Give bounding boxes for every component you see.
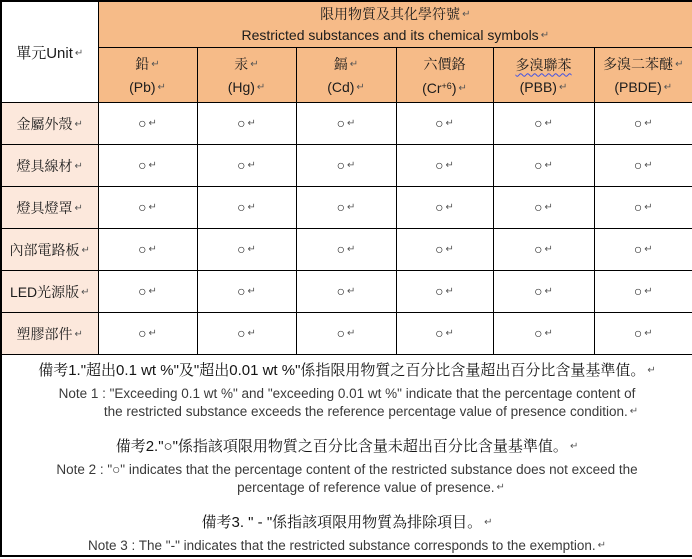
- row-label-internal-circuit-board: [1, 229, 98, 271]
- circle-mark: ○: [435, 240, 444, 257]
- return-mark-icon: ↵: [347, 159, 356, 171]
- substance-symbol-text: (PBB): [519, 78, 557, 95]
- substance-symbol: [595, 76, 692, 99]
- circle-mark: ○: [336, 324, 346, 341]
- return-mark-icon: ↵: [74, 118, 83, 130]
- return-mark-icon: ↵: [247, 201, 256, 213]
- row-label-text: 金屬外殼: [16, 115, 73, 132]
- circle-mark: ○: [138, 282, 147, 299]
- table-cell: [594, 103, 692, 145]
- return-mark-icon: ↵: [247, 327, 256, 339]
- substance-symbol: [397, 75, 493, 100]
- row-label-text: 內部電路板: [9, 241, 80, 258]
- restricted-header-zh-text: 限用物質及其化學符號: [320, 5, 461, 22]
- circle-mark: ○: [336, 240, 346, 257]
- note3-zh-text: 備考3. " - "係指該項限用物質為排除項目。: [201, 514, 483, 531]
- circle-mark: ○: [336, 156, 346, 173]
- circle-mark: ○: [336, 114, 346, 131]
- note3-en-line1-text: Note 3 : The "-" indicates that the restricted substance corresponds to the exemption.: [88, 538, 596, 553]
- substance-name-text: 鎘: [333, 56, 348, 72]
- table-cell: [197, 145, 296, 187]
- return-mark-icon: ↵: [445, 201, 454, 213]
- return-mark-icon: ↵: [629, 406, 639, 417]
- substance-name-text-misspelled: 多溴聯苯: [515, 56, 572, 73]
- substance-name-zh: [297, 53, 396, 76]
- note2-en-line2: [50, 479, 692, 497]
- return-mark-icon: ↵: [256, 82, 266, 93]
- circle-mark: ○: [237, 198, 246, 215]
- circle-mark: ○: [534, 324, 543, 341]
- unit-header-label: 單元Unit: [16, 44, 73, 62]
- note2-en-line2-text: percentage of reference value of presence.: [237, 480, 495, 495]
- substance-symbol-text: (Cr: [422, 79, 442, 96]
- table-cell: [296, 229, 396, 271]
- table-row: [1, 229, 692, 271]
- table-cell: [296, 271, 396, 313]
- note2-zh: [2, 438, 692, 455]
- note2-en-line1: Note 2 : "○" indicates that the percentage content of the restricted substance does not exceed the: [56, 462, 638, 477]
- return-mark-icon: ↵: [458, 82, 467, 94]
- table-cell: [98, 229, 197, 271]
- table-cell: [396, 187, 493, 229]
- circle-mark: ○: [435, 282, 444, 299]
- header-row-merged: [1, 1, 692, 48]
- circle-mark: ○: [138, 198, 147, 215]
- return-mark-icon: ↵: [644, 117, 653, 129]
- return-mark-icon: ↵: [247, 117, 256, 129]
- return-mark-icon: ↵: [544, 201, 553, 213]
- return-mark-icon: ↵: [347, 327, 356, 339]
- return-mark-icon: ↵: [148, 159, 157, 171]
- return-mark-icon: ↵: [644, 327, 653, 339]
- restricted-header-en: [99, 25, 692, 46]
- table-row: [1, 103, 692, 145]
- circle-mark: ○: [633, 240, 643, 257]
- table-cell: [197, 187, 296, 229]
- circle-mark: ○: [633, 156, 643, 173]
- table-cell: [396, 229, 493, 271]
- return-mark-icon: ↵: [484, 517, 493, 528]
- return-mark-icon: ↵: [74, 328, 83, 340]
- return-mark-icon: ↵: [74, 160, 83, 172]
- return-mark-icon: ↵: [148, 327, 157, 339]
- table-cell: [396, 103, 493, 145]
- substance-symbol: [99, 76, 197, 99]
- restricted-substances-header-cell: [98, 1, 692, 48]
- circle-mark: ○: [435, 324, 444, 341]
- note1-zh-text: 備考1."超出0.1 wt %"及"超出0.01 wt %"係指限用物質之百分比含量超出百分比含量基準值。: [38, 362, 646, 379]
- note1-en: [2, 385, 692, 421]
- table-cell: [493, 103, 594, 145]
- return-mark-icon: ↵: [462, 8, 471, 20]
- table-cell: [197, 313, 296, 355]
- circle-mark: ○: [336, 198, 346, 215]
- row-label-lamp-wire: [1, 145, 98, 187]
- table-cell: [98, 271, 197, 313]
- circle-mark: ○: [435, 114, 444, 131]
- substance-name-text: 六價鉻: [423, 55, 466, 72]
- restricted-header-zh: [99, 4, 692, 25]
- column-header-cd: [296, 48, 396, 103]
- substance-symbol: [297, 76, 396, 99]
- table-cell: [396, 145, 493, 187]
- row-label-text: 燈具線材: [16, 157, 73, 174]
- substance-name-zh: [198, 53, 296, 76]
- unit-header-cell: [1, 1, 98, 103]
- return-mark-icon: ↵: [544, 285, 553, 297]
- return-mark-icon: ↵: [81, 286, 90, 298]
- table-row: [1, 145, 692, 187]
- substance-symbol-text: (Cd): [327, 79, 355, 95]
- column-header-cr6: [396, 48, 493, 103]
- circle-mark: ○: [138, 240, 147, 257]
- circle-mark: ○: [534, 156, 543, 173]
- table-row: [1, 271, 692, 313]
- substance-symbol: [494, 76, 594, 99]
- circle-mark: ○: [633, 114, 643, 131]
- note3-en: [2, 537, 692, 555]
- return-mark-icon: ↵: [544, 243, 553, 255]
- circle-mark: ○: [237, 114, 246, 131]
- return-mark-icon: ↵: [544, 117, 553, 129]
- table-cell: [98, 103, 197, 145]
- table-cell: [296, 103, 396, 145]
- return-mark-icon: ↵: [597, 540, 607, 551]
- return-mark-icon: ↵: [558, 81, 568, 93]
- return-mark-icon: ↵: [356, 82, 365, 93]
- return-mark-icon: ↵: [496, 482, 505, 493]
- table-cell: [594, 229, 692, 271]
- circle-mark: ○: [237, 240, 246, 257]
- table-cell: [594, 313, 692, 355]
- column-header-pbde: [594, 48, 692, 103]
- substance-name-zh: [494, 54, 594, 76]
- note1-en-line2: [50, 403, 692, 421]
- substance-name-text: 汞: [234, 56, 249, 72]
- return-mark-icon: ↵: [347, 243, 356, 255]
- table-cell: [396, 271, 493, 313]
- return-mark-icon: ↵: [445, 117, 454, 129]
- table-cell: [493, 187, 594, 229]
- return-mark-icon: ↵: [540, 29, 550, 41]
- note1-en-line1: Note 1 : "Exceeding 0.1 wt %" and "exceeding 0.01 wt %" indicate that the percentage content of: [58, 386, 636, 401]
- superscript-plus6: +6: [441, 80, 452, 91]
- row-label-plastic-parts: [1, 313, 98, 355]
- return-mark-icon: ↵: [644, 159, 653, 171]
- notes-row: [1, 355, 692, 557]
- substance-symbol-text: (Pb): [129, 79, 156, 95]
- return-mark-icon: ↵: [148, 243, 157, 255]
- table-cell: [296, 145, 396, 187]
- circle-mark: ○: [633, 198, 643, 215]
- return-mark-icon: ↵: [74, 202, 83, 214]
- restricted-header-en-text: Restricted substances and its chemical symbols: [241, 26, 539, 43]
- circle-mark: ○: [633, 282, 643, 299]
- table-row: [1, 313, 692, 355]
- table-cell: [594, 187, 692, 229]
- substance-symbol: [198, 76, 296, 99]
- return-mark-icon: ↵: [647, 365, 656, 376]
- table-cell: [296, 313, 396, 355]
- return-mark-icon: ↵: [544, 159, 553, 171]
- column-header-row: [1, 48, 692, 103]
- substance-symbol-text: (PBDE): [614, 79, 662, 95]
- table-cell: [493, 271, 594, 313]
- table-cell: [594, 145, 692, 187]
- column-header-pbb: [493, 48, 594, 103]
- circle-mark: ○: [237, 156, 246, 173]
- table-cell: [493, 229, 594, 271]
- table-cell: [296, 187, 396, 229]
- return-mark-icon: ↵: [148, 285, 157, 297]
- table-cell: [98, 145, 197, 187]
- return-mark-icon: ↵: [148, 201, 157, 213]
- return-mark-icon: ↵: [445, 243, 454, 255]
- circle-mark: ○: [534, 114, 543, 131]
- return-mark-icon: ↵: [81, 244, 90, 256]
- note3-zh: [2, 514, 692, 531]
- table-cell: [594, 271, 692, 313]
- circle-mark: ○: [633, 324, 643, 341]
- circle-mark: ○: [138, 114, 147, 131]
- return-mark-icon: ↵: [247, 243, 256, 255]
- circle-mark: ○: [138, 324, 147, 341]
- note1-en-line2-text: the restricted substance exceeds the reference percentage value of presence condition.: [103, 404, 628, 419]
- note1-zh: [2, 362, 692, 379]
- row-label-text: 塑膠部件: [16, 325, 73, 342]
- return-mark-icon: ↵: [644, 285, 653, 297]
- column-header-hg: [197, 48, 296, 103]
- substance-symbol-text: (Hg): [227, 79, 255, 95]
- table-cell: [197, 229, 296, 271]
- return-mark-icon: ↵: [445, 159, 454, 171]
- substance-name-zh: [99, 53, 197, 76]
- return-mark-icon: ↵: [347, 201, 356, 213]
- row-label-metal-shell: [1, 103, 98, 145]
- return-mark-icon: ↵: [675, 59, 684, 70]
- return-mark-icon: ↵: [349, 59, 359, 70]
- row-label-lamp-shade: [1, 187, 98, 229]
- return-mark-icon: ↵: [247, 285, 256, 297]
- return-mark-icon: ↵: [157, 82, 166, 93]
- circle-mark: ○: [435, 156, 444, 173]
- table-cell: [493, 313, 594, 355]
- table-cell: [493, 145, 594, 187]
- return-mark-icon: ↵: [445, 327, 454, 339]
- substance-name-text: 多溴二苯醚: [603, 56, 674, 72]
- row-label-text: 燈具燈罩: [16, 199, 73, 216]
- return-mark-icon: ↵: [445, 285, 454, 297]
- notes-section: [1, 355, 692, 557]
- circle-mark: ○: [237, 282, 246, 299]
- substance-name-zh: [595, 53, 692, 76]
- table-cell: [98, 313, 197, 355]
- table-cell: [197, 103, 296, 145]
- circle-mark: ○: [336, 282, 346, 299]
- return-mark-icon: ↵: [569, 441, 579, 452]
- return-mark-icon: ↵: [250, 59, 259, 70]
- circle-mark: ○: [534, 198, 543, 215]
- row-label-text: LED光源版: [9, 283, 80, 300]
- note2-en: [2, 461, 692, 497]
- return-mark-icon: ↵: [347, 117, 356, 129]
- table-row: [1, 187, 692, 229]
- circle-mark: ○: [534, 240, 543, 257]
- return-mark-icon: ↵: [247, 159, 256, 171]
- circle-mark: ○: [237, 324, 246, 341]
- row-label-led-light-board: [1, 271, 98, 313]
- return-mark-icon: ↵: [544, 327, 553, 339]
- table-cell: [396, 313, 493, 355]
- column-header-pb: [98, 48, 197, 103]
- return-mark-icon: ↵: [151, 59, 160, 70]
- circle-mark: ○: [138, 156, 147, 173]
- note2-zh-text: 備考2."○"係指該項限用物質之百分比含量未超出百分比含量基準值。: [115, 438, 568, 455]
- circle-mark: ○: [435, 198, 444, 215]
- return-mark-icon: ↵: [347, 285, 356, 297]
- return-mark-icon: ↵: [644, 201, 653, 213]
- return-mark-icon: ↵: [663, 82, 673, 93]
- return-mark-icon: ↵: [644, 243, 653, 255]
- return-mark-icon: ↵: [148, 117, 157, 129]
- substance-name-zh: [397, 53, 493, 75]
- note3-en-line1: [2, 537, 692, 555]
- circle-mark: ○: [534, 282, 543, 299]
- table-cell: [197, 271, 296, 313]
- table-cell: [98, 187, 197, 229]
- return-mark-icon: ↵: [74, 47, 84, 59]
- substance-symbol-text: ): [451, 79, 457, 96]
- substance-name-text: 鉛: [135, 56, 150, 72]
